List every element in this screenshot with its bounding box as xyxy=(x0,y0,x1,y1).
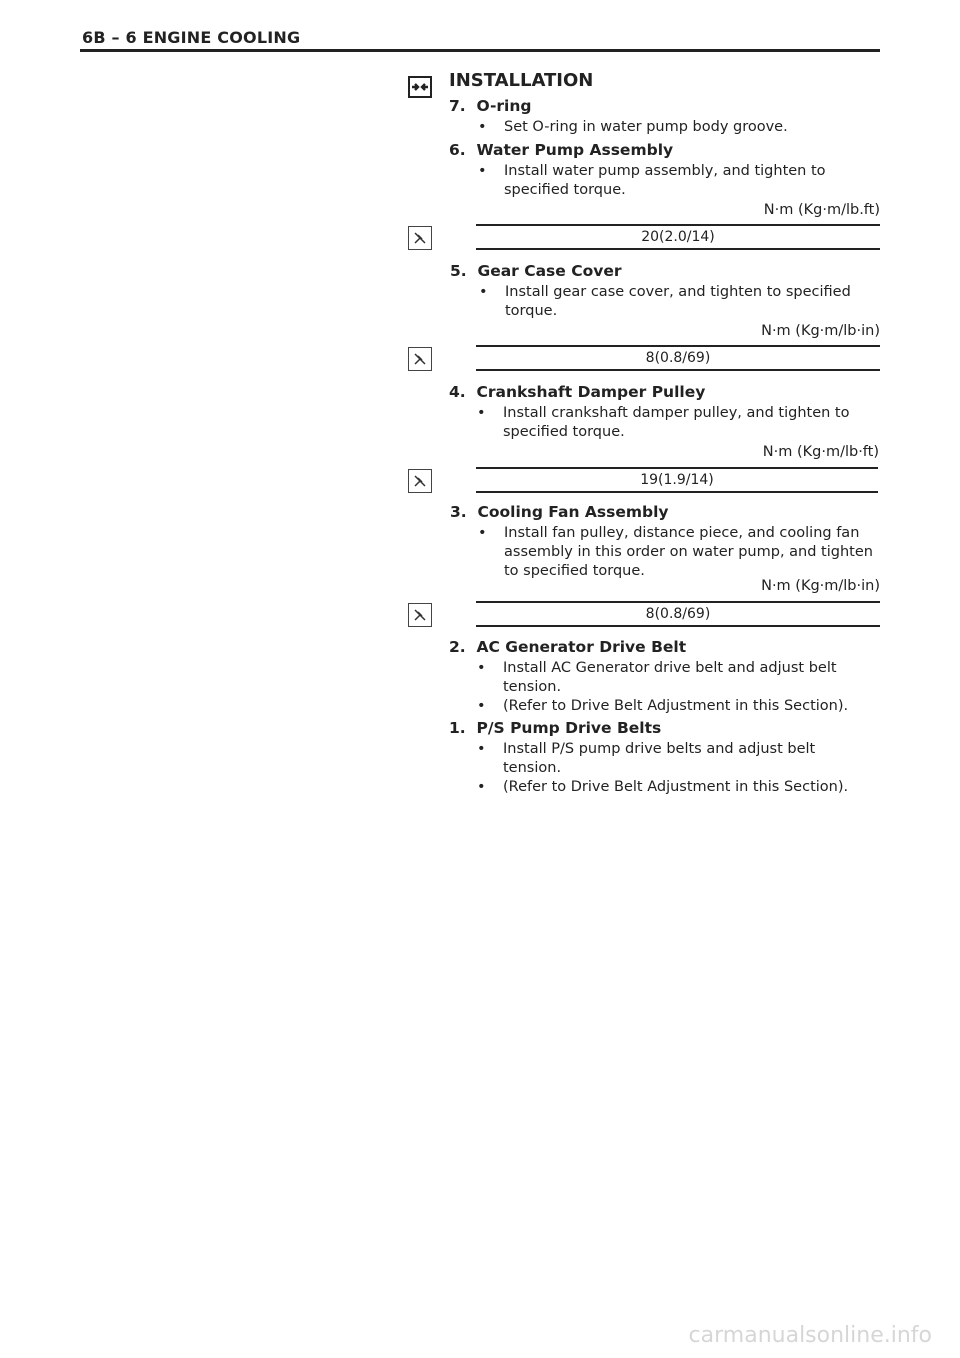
torque-value: 20(2.0/14) xyxy=(476,224,880,250)
item-title: 4. Crankshaft Damper Pulley xyxy=(449,383,706,401)
item-title: 3. Cooling Fan Assembly xyxy=(450,503,669,521)
header-rule xyxy=(80,49,880,52)
torque-unit: N·m (Kg·m/lb·in) xyxy=(761,578,880,594)
torque-value: 8(0.8/69) xyxy=(476,345,880,371)
installation-arrows-icon xyxy=(408,76,432,98)
torque-value: 8(0.8/69) xyxy=(476,601,880,627)
torque-unit: N·m (Kg·m/lb·in) xyxy=(761,323,880,339)
torque-wrench-icon xyxy=(408,347,432,371)
item-title: 2. AC Generator Drive Belt xyxy=(449,638,687,656)
item-title: 1. P/S Pump Drive Belts xyxy=(449,719,662,737)
item-title: 5. Gear Case Cover xyxy=(450,262,622,280)
torque-unit: N·m (Kg·m/lb.ft) xyxy=(763,202,880,218)
torque-value: 19(1.9/14) xyxy=(476,467,878,493)
watermark: carmanualsonline.info xyxy=(688,1323,932,1348)
torque-wrench-icon xyxy=(408,226,432,250)
section-title: INSTALLATION xyxy=(449,70,594,91)
item-title: 6. Water Pump Assembly xyxy=(449,141,674,159)
torque-unit: N·m (Kg·m/lb·ft) xyxy=(762,444,879,460)
item-title: 7. O-ring xyxy=(449,97,532,115)
torque-wrench-icon xyxy=(408,469,432,493)
torque-wrench-icon xyxy=(408,603,432,627)
page-header: 6B – 6 ENGINE COOLING xyxy=(82,28,301,47)
